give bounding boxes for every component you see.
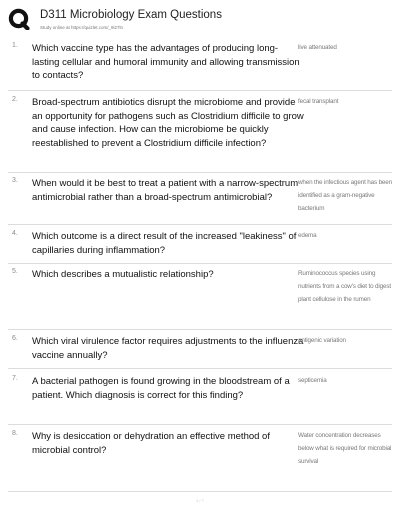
question-item-6: [8, 335, 392, 369]
question-item-2: [8, 96, 392, 173]
quizlet-logo-icon: [8, 8, 30, 30]
question-number: 1.: [12, 42, 18, 49]
question-text: Broad-spectrum antibiotics disrupt the microbiome and provide an opportunity for pathogens such as Clostridium difficile to grow and cause infection. How can the microbiome be quickly reestablished to prevent a Clostridium difficile infection?: [32, 97, 304, 149]
question-text: Which describes a mutualistic relationship?: [32, 269, 214, 280]
question-item-4: [8, 230, 392, 264]
answer-text: fecal transplant: [298, 98, 339, 105]
answer-text: live attenuated: [298, 44, 337, 51]
answer-text: Ruminococcus species using nutrients from a cow's diet to digest plant cellulose in the rumen: [298, 270, 391, 303]
question-text: Why is desiccation or dehydration an effective method of microbial control?: [32, 431, 270, 456]
answer-text: antigenic variation: [298, 337, 346, 344]
question-text: A bacterial pathogen is found growing in the bloodstream of a patient. Which diagnosis is correct for this finding?: [32, 376, 290, 401]
question-item-7: [8, 375, 392, 425]
document-title: D311 Microbiology Exam Questions: [40, 9, 222, 21]
question-item-3: [8, 177, 392, 225]
answer-text: when the infectious agent has been identified as a gram-negative bacterium: [298, 179, 392, 212]
question-number: 8.: [12, 430, 18, 437]
question-number: 7.: [12, 375, 18, 382]
question-item-1: [8, 42, 392, 91]
question-text: Which viral virulence factor requires adjustments to the influenza vaccine annually?: [32, 336, 304, 361]
answer-text: septicemia: [298, 377, 327, 384]
question-text: Which outcome is a direct result of the increased "leakiness" of capillaries during inflammation?: [32, 231, 297, 256]
answer-text: Water concentration decreases below what is required for microbial survival: [298, 432, 392, 465]
question-number: 6.: [12, 335, 18, 342]
question-item-8: [8, 430, 392, 492]
question-item-5: [8, 268, 392, 330]
document-header: [8, 8, 392, 36]
question-number: 3.: [12, 177, 18, 184]
question-number: 4.: [12, 230, 18, 237]
question-text: Which vaccine type has the advantages of producing long-lasting cellular and humoral immunity and allowing transmission to contacts?: [32, 43, 300, 82]
question-number: 5.: [12, 268, 18, 275]
answer-text: edema: [298, 232, 317, 239]
question-number: 2.: [12, 96, 18, 103]
question-text: When would it be best to treat a patient with a narrow-spectrum antimicrobial rather than a broad-spectrum antimicrobial?: [32, 178, 299, 203]
study-online-link[interactable]: Study online at https://quizlet.com/_9i27ln: [40, 25, 124, 30]
page-number: 1 / 7: [196, 498, 204, 503]
